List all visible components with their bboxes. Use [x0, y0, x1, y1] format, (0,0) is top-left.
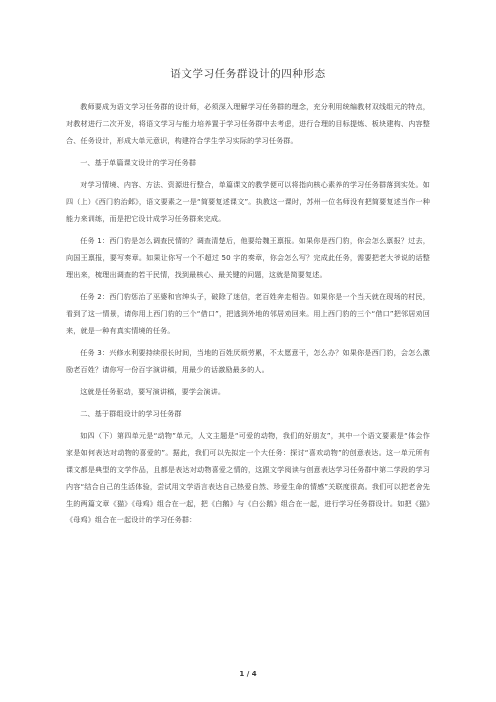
task-paragraph-3: 任务 3：兴修水利要持续很长时间，当地的百姓厌烦劳累，不太愿意干，怎么办？如果你是西门豹，会怎么激励老百姓？请你写一份百字演讲稿，用最少的话激励最多的人。	[66, 347, 430, 374]
document-title: 语文学习任务群设计的四种形态	[170, 68, 326, 80]
task-paragraph-1: 任务 1：西门豹是怎么调查民情的？调查清楚后，他要给魏王禀报。如果你是西门豹，你会怎么禀报？过去，向国王禀报，要写奏章。如果让你写一个不超过 50 字的奏章，你会怎么写？完成此任务，需要把老大爷说的话整理出来，梳理出调查的若干民情，找到最核心、最关键的问题，这就是简要复述。	[66, 235, 430, 279]
summary-paragraph: 这就是任务驱动，要写演讲稿，要学会演讲。	[80, 386, 226, 396]
document-body	[66, 99, 430, 535]
body-paragraph: 对学习情境、内容、方法、资源进行整合，单篇课文的教学便可以将指向核心素养的学习任务群落到实处。如四（上）《西门豹治邺》，语文要素之一是“简要复述课文”。执教这一课时，苏州一位名师没有把简要复述当作一种能力来训练，而是把它设计成学习任务群来完成。	[66, 180, 430, 223]
section-heading-1: 一、基于单篇课文设计的学习任务群	[80, 157, 197, 167]
page-indicator: 1 / 4	[239, 670, 257, 678]
task-paragraph-2: 任务 2：西门豹惩治了巫婆和官绅头子，破除了迷信，老百姓奔走相告。如果你是一个当天就在现场的村民，看到了这一情景，请你用上西门豹的三个“借口”，把逃到外地的邻居劝回来。用上西门豹的三个“借口”把邻居劝回来，就是一种有真实情境的任务。	[66, 291, 430, 335]
body-paragraph: 如四（下）第四单元是“动物”单元，人文主题是“可爱的动物，我们的好朋友”，其中一个语文要素是“体会作家是如何表达对动物的喜爱的”。据此，我们可以先拟定一个大任务：探讨“喜欢动物”的创意表达。这一单元所有课文都是典型的文学作品，且都是表达对动物喜爱之情的，这跟文学阅读与创意表达学习任务群中第二学段的学习内容“结合自己的生活体验，尝试用文学语言表达自己热爱自然、珍爱生命的情感”关联度很高。我们可以把老舍先生的两篇文章《猫》《母鸡》组合在一起，把《白鹅》与《白公鹅》组合在一起，进行学习任务群设计。如把《猫》《母鸡》组合在一起设计的学习任务群：	[66, 430, 430, 525]
section-heading-2: 二、基于群组设计的学习任务群	[80, 408, 182, 418]
intro-paragraph: 教师要成为语文学习任务群的设计师，必须深入理解学习任务群的理念，充分利用统编教材双线组元的特点，对教材进行二次开发，将语文学习与能力培养置于学习任务群中去考虑，进行合理的目标提炼、板块建构、内容整合、任务设计，形成大单元意识，构建符合学生学习实际的学习任务群。	[66, 102, 430, 145]
